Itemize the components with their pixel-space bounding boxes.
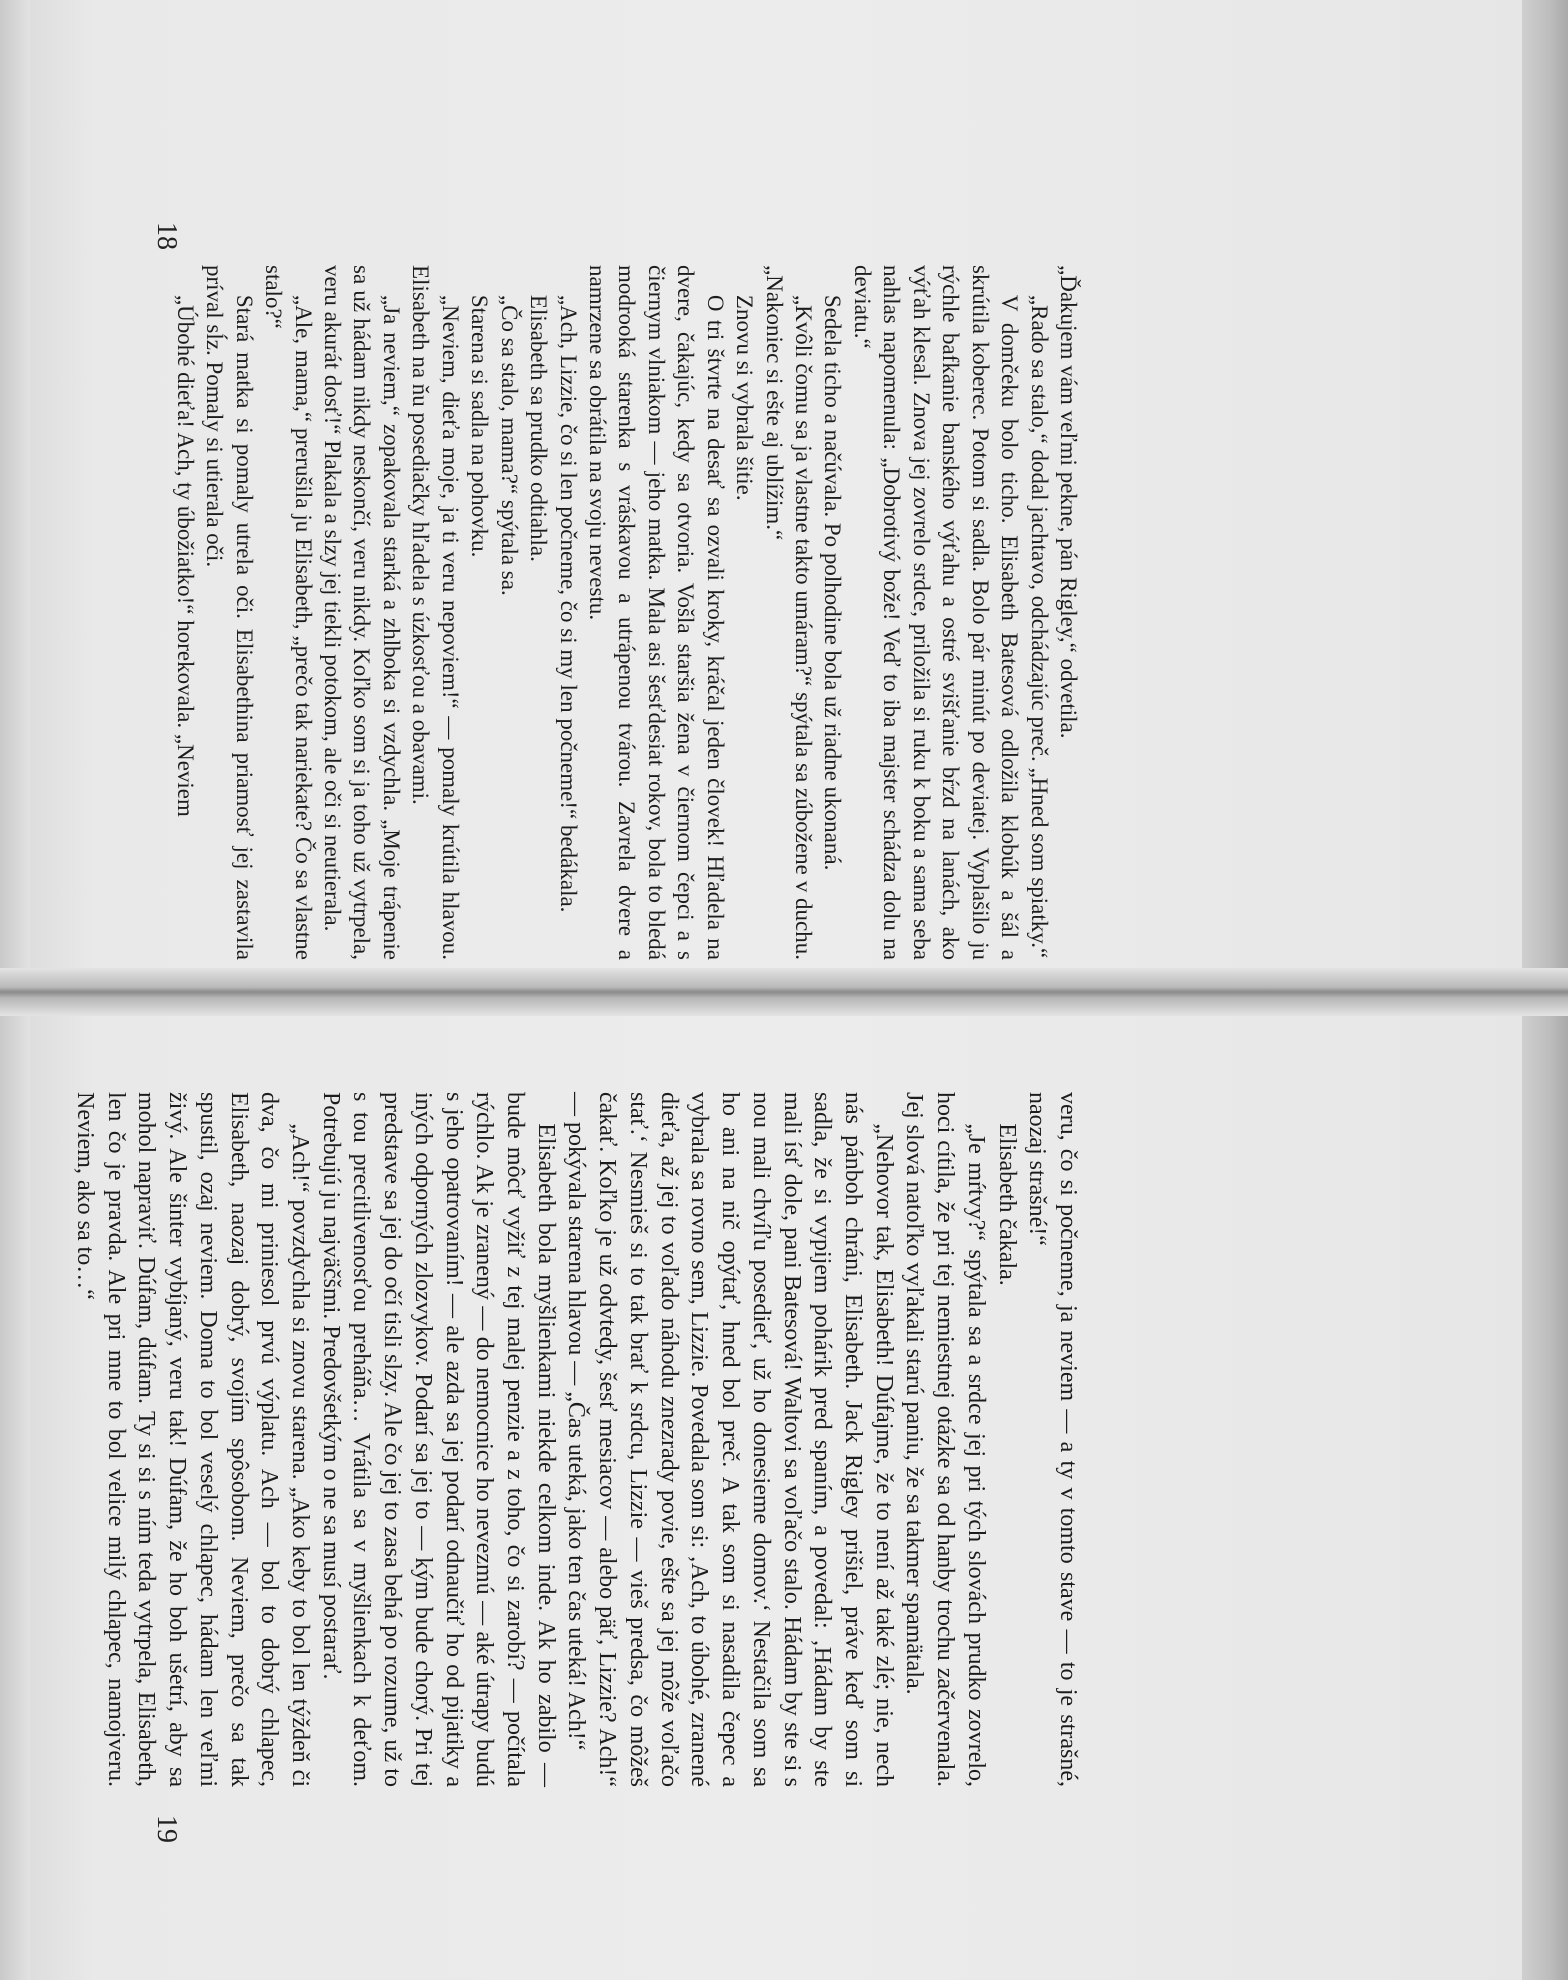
page-right-text <box>69 1092 1083 1787</box>
page-number-right: 19 <box>151 1815 182 1843</box>
paragraph: Znovu si vybrala šitie. <box>732 294 758 501</box>
paragraph: „Ale, mama,“ prerušila ju Elisabeth, „prečo tak nariekate? Čo sa vlastne stalo?“ <box>261 265 316 960</box>
page-number-left: 18 <box>151 222 182 250</box>
paragraph: „Nehovor tak, Elisabeth! Dúfajme, že to není až také zlé; nie, nech nás pánboh chráni, Elisabeth. Jack Rigley prišiel, práve keď som si sadla, že si vypijem pohárik pred spaním, a povedal: ‚Hádam by ste mali ísť dole, pani Batesová! Waltovi sa voľačo stalo. Hádam by ste si s nou mali chvíľu posedieť, už ho donesieme domov.‘ Nestačila som sa ho ani na nič opýtať, hned bol preč. A tak som si nasadila čepec a vybrala sa rovno sem, Lizzie. Povedala som si: ‚Ach, to úbohé, zranené dieťa, až jej to voľado náhodu znezrady povie, ešte sa jej môže voľačo stať.‘ Nesmieš si to tak brať k srdcu, Lizzie — vieš predsa, čo môžeš čakať. Koľko je už odvtedy, šesť mesiacov — alebo päť, Lizzie? Ach!“ — pokývala starena hlavou — „Čas uteká, jako ten čas uteká! Ach!“ <box>563 1092 897 1787</box>
page-left-text <box>170 265 1083 960</box>
paragraph: „Úbohé dieťa! Ach, ty úbožiatko!“ horekovala. „Neviem <box>172 294 198 817</box>
paragraph: „Čo sa stalo, mama?“ spýtala sa. <box>496 294 522 596</box>
paragraph: Sedela ticho a načúvala. Po polhodine bola už riadne ukonaná. <box>820 294 846 871</box>
paragraph: O tri štvrte na desať sa ozvali kroky, kráčal jeden človek! Hľadela na dvere, čakajúc, kedy sa otvoria. Vošla staršia žena v čiernom čepci a s čiernym vlniakom — jeho matka. Mala asi šesťdesiat rokov, bola to bledá modrooká starenka s vráskavou a utrápenou tvárou. Zavrela dvere a namrzene sa obrátila na svoju nevestu. <box>585 265 728 960</box>
paragraph: „Neviem, dieťa moje, ja ti veru nepoviem!“ — pomaly krútila hlavou. Elisabeth na ňu posediačky hľadela s úzkosťou a obavami. <box>408 265 463 960</box>
paragraph: Elisabeth bola myšlienkami niekde celkom inde. Ak ho zabilo — bude môcť vyžiť z tej malej penzie a z toho, čo si zarobí? — počítala rýchlo. Ak je zranený — do nemocnice ho nevezmú — aké útrapy budú s jeho opatrovaním! — ale azda sa jej podarí odnaučiť ho od pijatiky a iných odporných zlozvykov. Podarí sa jej to — kým bude chorý. Pri tej predstave sa jej do očí tisli slzy. Ale čo jej to zasa behá po rozume, už to s tou precitlivenosťou preháňa… Vrátila sa v myšlienkach k deťom. Potrebujú ju najväčšmi. Predovšetkým o ne sa musí postarať. <box>317 1092 559 1787</box>
paragraph: V domčeku bolo ticho. Elisabeth Batesová odložila klobúk a šál a skrútila koberec. Potom si sadla. Bolo pár minút po deviatej. Vyplašilo ju rýchle bafkanie banského výťahu a ostré svišťanie bŕzd na lanách, ako výťah klesal. Znova jej zovrelo srdce, priložila si ruku k boku a sama seba nahlas napomenula: „Dobrotivý bože! Veď to iba majster schádza dolu na deviatu.“ <box>849 265 1023 960</box>
paragraph: „Ach!“ povzdychla si znovu starena. „Ako keby to bol len týždeň či dva, čo mi priniesol prvú výplatu. Ach — bol to dobrý chlapec, Elisabeth, naozaj dobrý, svojím spôsobom. Neviem, prečo sa tak spustil, ozaj neviem. Doma to bol veselý chlapec, hádam len veľmi živý. Ale šinter vybíjaný, veru tak! Dúfam, že ho boh ušetrí, aby sa mohol napraviť. Dúfam, dúfam. Ty si si s ním teda vytrpela, Elisabeth, len čo je pravda. Ale pri mne to bol velice milý chlapec, namojveru. Neviem, ako sa to…“ <box>72 1092 314 1787</box>
paragraph: „Ach, Lizzie, čo si len počneme, čo si my len počneme!“ bedákala. <box>555 294 581 913</box>
paragraph: „Ďakujem vám veľmi pekne, pán Rigley,“ odvetila. <box>1056 265 1081 739</box>
paragraph: Stará matka si pomaly utrela oči. Elisabethina priamosť jej zastavila príval sĺz. Pomaly si utierala oči. <box>202 265 257 960</box>
paragraph: „Rado sa stalo,“ dodal jachtavo, odchádzajúc preč. „Hned som spiatky.“ <box>1026 294 1052 959</box>
book-gutter <box>0 968 1568 1016</box>
paragraph: veru, čo si počneme, ja neviem — a ty v tomto stave — to je strašné, naozaj strašné!“ <box>1024 1092 1081 1787</box>
paragraph: Elisabeth sa prudko odtiahla. <box>526 294 552 562</box>
paragraph: „Ja neviem,“ zopakovala starká a zhlboka si vzdychla. „Moje trápenie sa už hádam nikdy neskončí, veru nikdy. Koľko som si ja toho už vytrpela, veru akurát dosť!“ Plakala a slzy jej tiekli potokom, ale oči si neutierala. <box>320 265 404 960</box>
paragraph: „Je mŕtvy?“ spýtala sa a srdce jej pri tých slovách prudko zovrelo, hoci cítila, že pri tej nemiestnej otázke sa od hanby trochu začervenala. Jej slová natoľko vyľakali starú paniu, že sa takmer spamätala. <box>901 1092 989 1787</box>
paragraph: „Kvôli čomu sa ja vlastne takto umáram?“ spýtala sa zúbožene v duchu. „Nakoniec si ešte aj ublížim.“ <box>761 265 817 960</box>
paragraph: Starena si sadla na pohovku. <box>467 294 493 558</box>
paragraph: Elisabeth čakala. <box>993 1123 1020 1286</box>
